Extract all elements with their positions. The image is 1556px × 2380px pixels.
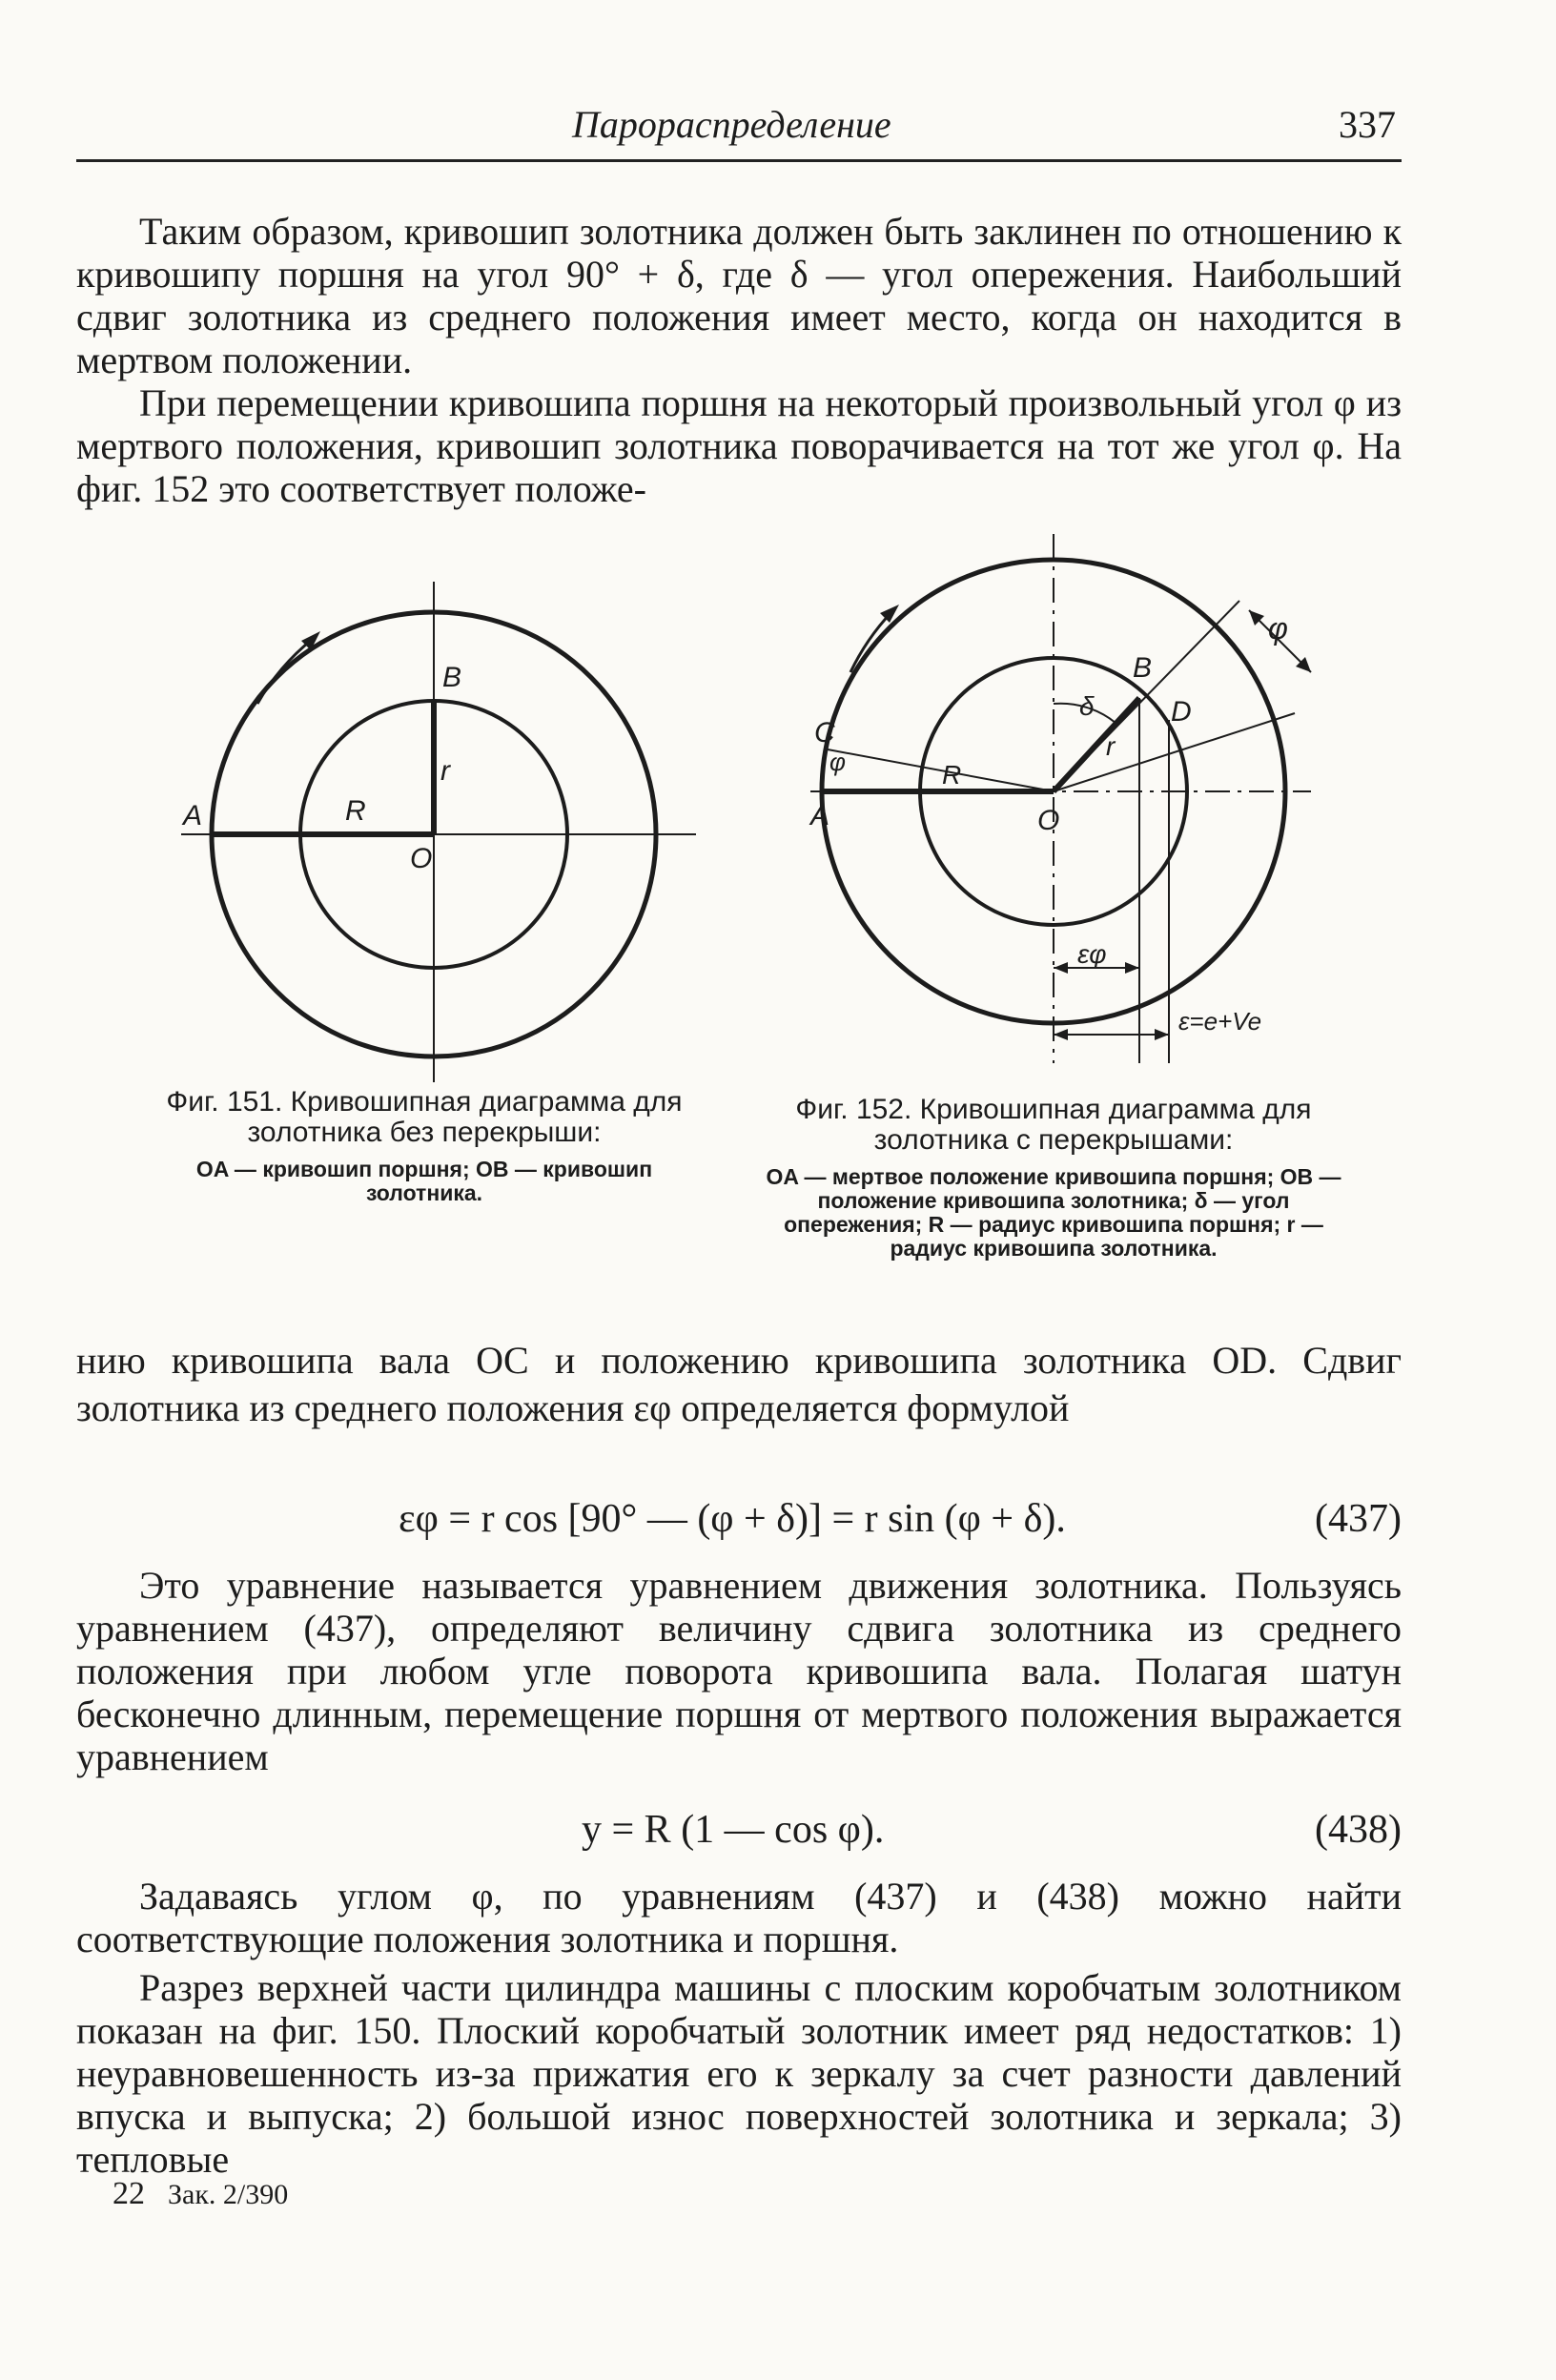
figure-151-caption-desc: OA — кривошип поршня; OB — кривошип золотника. [195,1157,653,1205]
paragraph-3: нию кривошипа вала OC и положению кривошипа золотника OD. Сдвиг золотника из среднего положения εφ определяется формулой [76,1339,1402,1429]
label-eps-full: ε=e+Ve [1178,1007,1262,1036]
eps-phi-arrow-left-icon [1054,962,1068,974]
figure-152 [801,534,1335,1068]
label-R: R [942,760,962,790]
rotation-arc [850,612,891,672]
label-r: r [440,755,450,787]
paragraph-6: Разрез верхней части цилиндра машины с плоским коробчатым золотником показан на фиг. 150. Плоский коробчатый золотник имеет ряд недостатков: 1) неуравновешенность из-за прижатия его к зеркалу за счет разности давлений впуска и выпуска; 2) большой износ поверхностей золотника и зеркала; 3) тепловые [76,1966,1402,2181]
equation-437-number: (437) [1315,1497,1402,1541]
sheet-number: 22 [113,2176,145,2211]
figure-151 [133,572,706,1077]
eps-phi-arrow-right-icon [1125,962,1139,974]
label-B: B [442,662,462,693]
equation-438-number: (438) [1315,1808,1402,1852]
equation-437: εφ = r cos [90° — (φ + δ)] = r sin (φ + δ). [399,1497,1066,1541]
label-delta: δ [1079,691,1095,721]
figure-151-caption-title: Фиг. 151. Кривошипная диаграмма для золотника без перекрыши: [166,1086,683,1148]
paragraph-2: При перемещении кривошипа поршня на некоторый произвольный угол φ из мертвого положения, кривошип золотника поворачивается на тот же угол φ. На фиг. 152 это соответствует положе- [76,381,1402,510]
paragraph-5: Задаваясь углом φ, по уравнениям (437) и (438) можно найти соответствующие положения золотника и поршня. [76,1875,1402,1960]
running-title: Парораспределение [572,103,891,146]
figure-152-caption [763,1095,1344,1261]
label-B: B [1133,652,1153,684]
label-O: O [410,843,433,874]
footer [113,2176,288,2212]
running-header [76,100,1402,162]
label-eps-phi: εφ [1077,939,1107,969]
label-R: R [345,795,366,827]
label-D: D [1171,696,1192,728]
eps-arrow-left-icon [1054,1029,1068,1040]
order-mark: Зак. 2/390 [168,2179,289,2210]
page-number: 337 [1339,103,1396,146]
figure-151-diagram [133,572,706,1077]
figure-151-caption [143,1087,706,1205]
equation-438: y = R (1 — cos φ). [582,1808,885,1852]
label-r: r [1106,731,1116,761]
label-phi-C: φ [829,748,846,776]
figure-152-caption-desc: OA — мертвое положение кривошипа поршня; OB — положение кривошипа золотника; δ — угол опережения; R — радиус кривошипа поршня; r — радиус кривошипа золотника. [766,1164,1341,1261]
eps-arrow-right-icon [1155,1029,1169,1040]
crank-OC [828,749,1054,791]
label-A: A [183,800,203,831]
figure-152-diagram [801,534,1335,1068]
label-O: O [1037,805,1060,836]
label-A: A [810,800,830,831]
label-phi: φ [1268,611,1288,646]
paragraph-1: Таким образом, кривошип золотника должен быть заклинен по отношению к кривошипу поршня на угол 90° + δ, где δ — угол опережения. Наибольший сдвиг золотника из среднего положения имеет место, когда он находится в мертвом положении. [76,210,1402,381]
paragraph-4: Это уравнение называется уравнением движения золотника. Пользуясь уравнением (437), определяют величину сдвига золотника из среднего положения при любом угле поворота кривошипа вала. Полагая шатун бесконечно длинным, перемещение поршня от мертвого положения выражается уравнением [76,1564,1402,1778]
label-C: C [814,717,835,749]
figure-152-caption-title: Фиг. 152. Кривошипная диаграмма для золотника с перекрышами: [795,1094,1312,1156]
